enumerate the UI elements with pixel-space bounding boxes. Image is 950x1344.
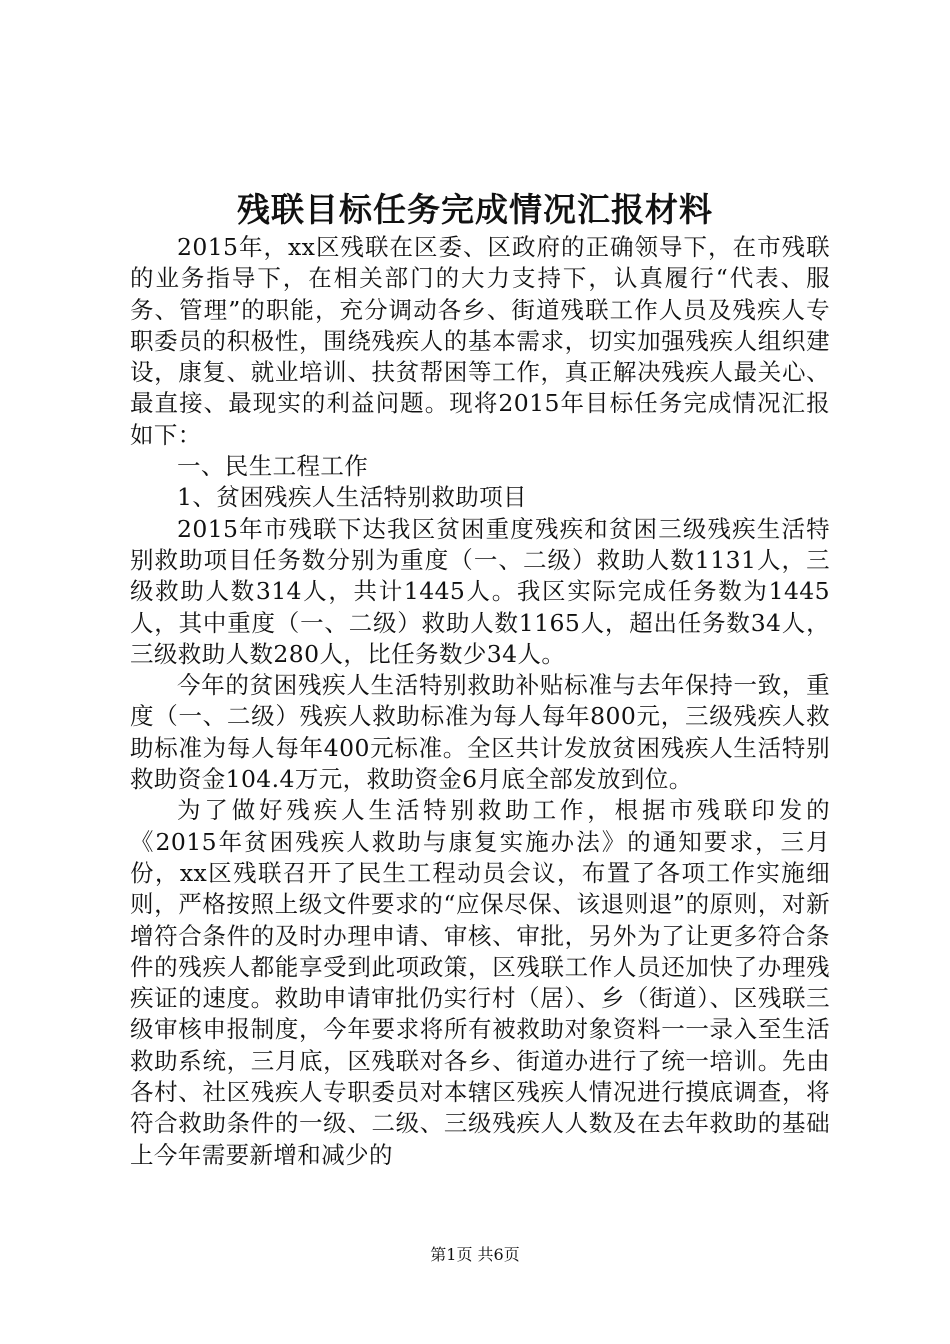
document-title: 残联目标任务完成情况汇报材料 [237, 190, 713, 229]
document-body [130, 232, 830, 1171]
page-footer: 第1页 共6页 [430, 1245, 520, 1264]
subsection-heading: 1、贫困残疾人生活特别救助项目 [177, 483, 527, 512]
paragraph-task-numbers: 2015年市残联下达我区贫困重度残疾和贫困三级残疾生活特别救助项目任务数分别为重度（一、二级）救助人数1131人，三级救助人数314人，共计1445人。我区实际完成任务数为1445人，其中重度（一、二级）救助人数1165人，超出任务数34人，三级救助人数280人，比任务数少34人。 [130, 514, 830, 668]
paragraph-implementation: 为了做好残疾人生活特别救助工作，根据市残联印发的《2015年贫困残疾人救助与康复实施办法》的通知要求，三月份，xx区残联召开了民生工程动员会议，布置了各项工作实施细则，严格按照上级文件要求的“应保尽保、该退则退”的原则，对新增符合条件的及时办理申请、审核、审批，另外为了让更多符合条件的残疾人都能享受到此项政策，区残联工作人员还加快了办理残疾证的速度。救助申请审批仍实行村（居）、乡（街道）、区残联三级审核申报制度，今年要求将所有被救助对象资料一一录入至生活救助系统，三月底，区残联对各乡、街道办进行了统一培训。先由各村、社区残疾人专职委员对本辖区残疾人情况进行摸底调查，将符合救助条件的一级、二级、三级残疾人人数及在去年救助的基础上今年需要新增和减少的 [130, 796, 830, 1169]
paragraph-subsidy-standard: 今年的贫困残疾人生活特别救助补贴标准与去年保持一致，重度（一、二级）残疾人救助标准为每人每年800元，三级残疾人救助标准为每人每年400元标准。全区共计发放贫困残疾人生活特别救助资金104.4万元，救助资金6月底全部发放到位。 [130, 671, 830, 794]
section-heading: 一、民生工程工作 [177, 452, 369, 481]
paragraph-intro: 2015年，xx区残联在区委、区政府的正确领导下，在市残联的业务指导下，在相关部门的大力支持下，认真履行“代表、服务、管理”的职能，充分调动各乡、街道残联工作人员及残疾人专职委员的积极性，围绕残疾人的基本需求，切实加强残疾人组织建设，康复、就业培训、扶贫帮困等工作，真正解决残疾人最关心、最直接、最现实的利益问题。现将2015年目标任务完成情况汇报如下： [130, 233, 830, 449]
